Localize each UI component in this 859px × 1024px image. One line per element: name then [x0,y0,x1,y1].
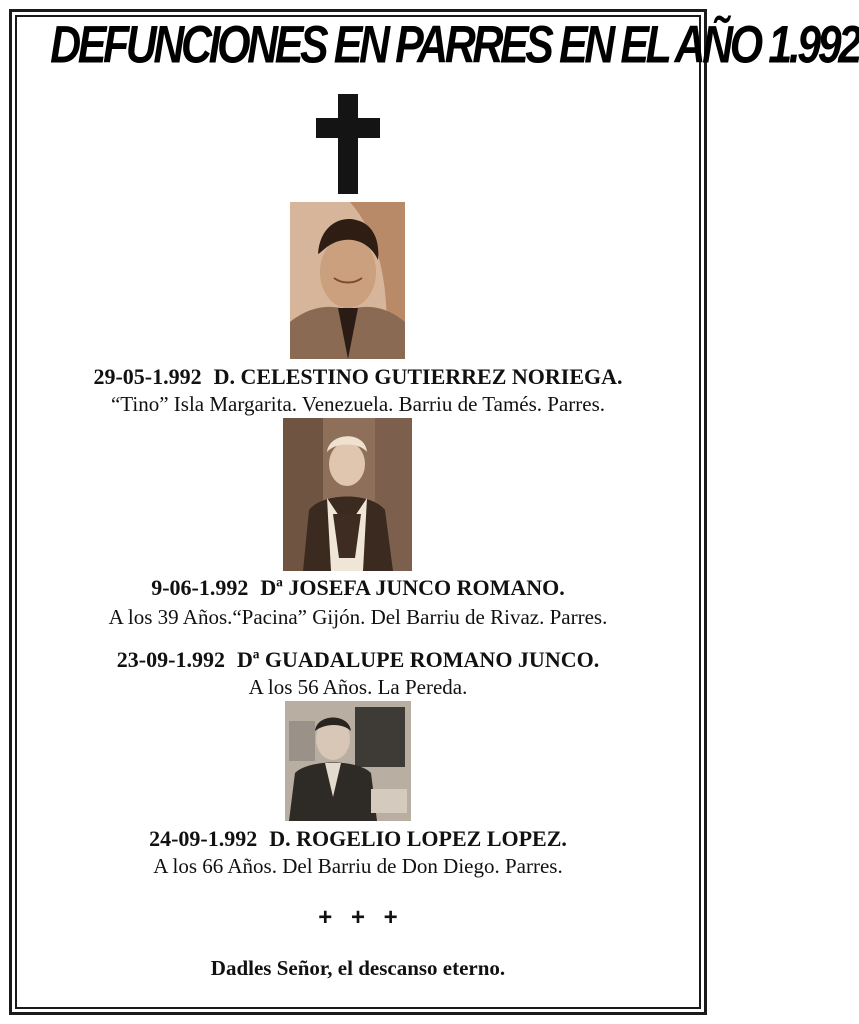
entry-heading-4 [0,826,716,852]
entry-date: 23-09-1.992 [116,647,225,672]
cross-mark: + [318,904,333,931]
entry-detail-3: A los 56 Años. La Pereda. [248,675,468,699]
entry-heading-1 [0,364,716,390]
crosses-divider [0,904,716,932]
entry-detail-1: “Tino” Isla Margarita. Venezuela. Barriu de Tamés. Parres. [110,392,606,416]
entry-heading-3 [0,647,716,673]
cross-icon [314,92,382,196]
cross-mark: + [350,904,365,931]
page-title: DEFUNCIONES EN PARRES EN EL AÑO 1.992 [50,15,859,74]
portrait-photo-josefa [283,418,412,571]
cross-mark: + [383,904,398,931]
entry-heading-2 [0,575,716,601]
closing-prayer: Dadles Señor, el descanso eterno. [210,956,506,980]
portrait-photo-rogelio [285,701,411,821]
entry-name: Dª GUADALUPE ROMANO JUNCO. [236,647,600,672]
entry-detail-4: A los 66 Años. Del Barriu de Don Diego. Parres. [153,854,563,878]
entry-name: D. ROGELIO LOPEZ LOPEZ. [269,826,567,851]
entry-name: D. CELESTINO GUTIERREZ NORIEGA. [213,364,623,389]
entry-date: 9-06-1.992 [151,575,249,600]
entry-date: 24-09-1.992 [149,826,258,851]
entry-detail-2: A los 39 Años.“Pacina” Gijón. Del Barriu de Rivaz. Parres. [108,605,608,629]
portrait-photo-celestino [290,202,405,359]
entry-name: Dª JOSEFA JUNCO ROMANO. [260,575,565,600]
entry-date: 29-05-1.992 [93,364,202,389]
